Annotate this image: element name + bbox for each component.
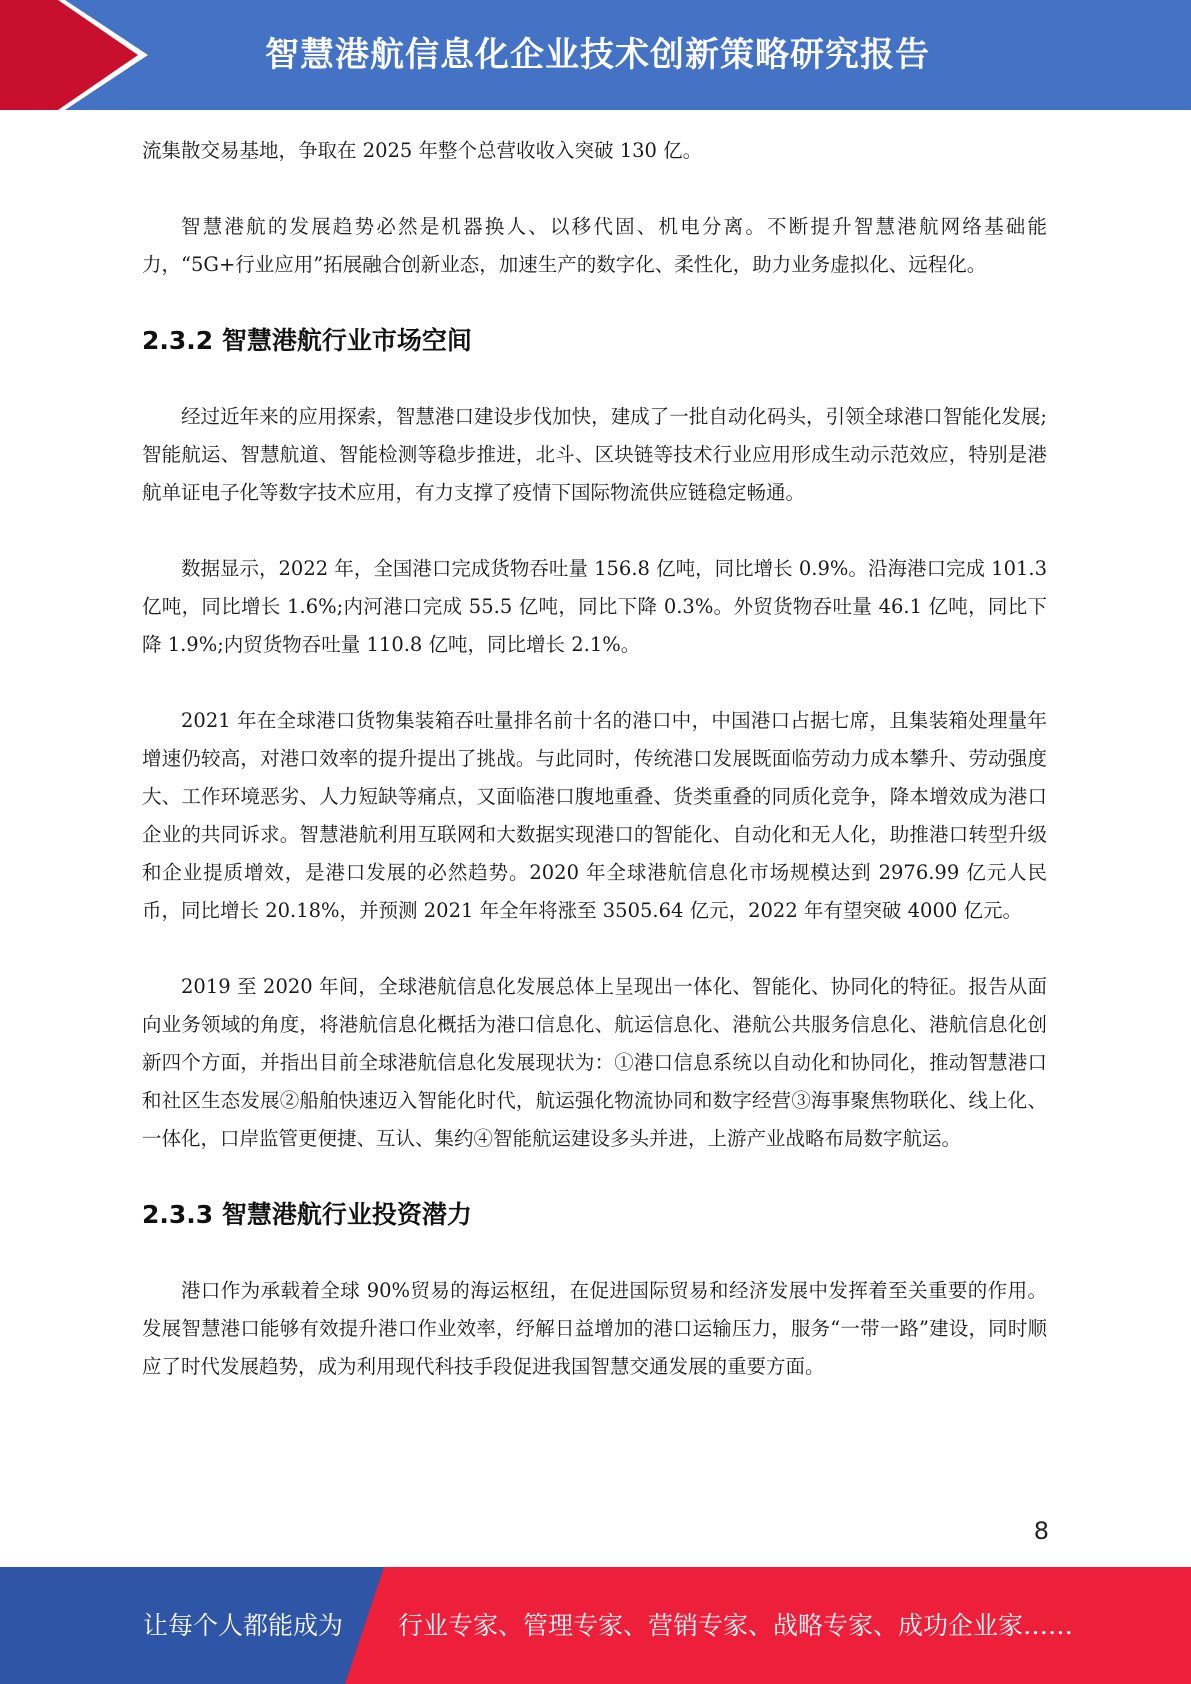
paragraph-trend: 智慧港航的发展趋势必然是机器换人、以移代固、机电分离。不断提升智慧港航网络基础能力，“5G+行业应用”拓展融合创新业态，加速生产的数字化、柔性化，助力业务虚拟化、远程化。	[142, 215, 1047, 276]
footer-slogan-left: 让每个人都能成为	[143, 1611, 344, 1640]
page-header	[0, 0, 1191, 110]
page-footer	[0, 1567, 1191, 1684]
section-heading-2-3-3: 2.3.3 智慧港航行业投资潜力	[142, 1200, 472, 1229]
paragraph-throughput-data: 数据显示，2022 年，全国港口完成货物吞吐量 156.8 亿吨，同比增长 0.9%。沿海港口完成 101.3 亿吨，同比增长 1.6%;内河港口完成 55.5 亿吨，同比下降 0.3%。外贸货物吞吐量 46.1 亿吨，同比下降 1.9%;内贸货物吞吐量 110.8 亿吨，同比增长 2.1%。	[142, 557, 1047, 656]
page-content	[142, 132, 1047, 1386]
paragraph-intro: 流集散交易基地，争取在 2025 年整个总营收收入突破 130 亿。	[142, 139, 703, 162]
paragraph-application-explore: 经过近年来的应用探索，智慧港口建设步伐加快，建成了一批自动化码头，引领全球港口智能化发展;智能航运、智慧航道、智能检测等稳步推进，北斗、区块链等技术行业应用形成生动示范效应，特别是港航单证电子化等数字技术应用，有力支撑了疫情下国际物流供应链稳定畅通。	[142, 405, 1047, 504]
paragraph-informatization-2019-2020: 2019 至 2020 年间，全球港航信息化发展总体上呈现出一体化、智能化、协同化的特征。报告从面向业务领域的角度，将港航信息化概括为港口信息化、航运信息化、港航公共服务信息化、港航信息化创新四个方面，并指出目前全球港航信息化发展现状为：①港口信息系统以自动化和协同化，推动智慧港口和社区生态发展②船舶快速迈入智能化时代，航运强化物流协同和数字经营③海事聚焦物联化、线上化、一体化，口岸监管更便捷、互认、集约④智能航运建设多头并进，上游产业战略布局数字航运。	[142, 975, 1047, 1150]
paragraph-port-trade: 港口作为承载着全球 90%贸易的海运枢纽，在促进国际贸易和经济发展中发挥着至关重要的作用。发展智慧港口能够有效提升港口作业效率，纾解日益增加的港口运输压力，服务“一带一路”建设，同时顺应了时代发展趋势，成为利用现代科技手段促进我国智慧交通发展的重要方面。	[142, 1279, 1047, 1378]
footer-slogan-right: 行业专家、管理专家、营销专家、战略专家、成功企业家……	[398, 1611, 1074, 1640]
report-title: 智慧港航信息化企业技术创新策略研究报告	[265, 35, 930, 75]
section-heading-2-3-2: 2.3.2 智慧港航行业市场空间	[142, 326, 472, 355]
paragraph-global-ports-2021: 2021 年在全球港口货物集装箱吞吐量排名前十名的港口中，中国港口占据七席，且集装箱处理量年增速仍较高，对港口效率的提升提出了挑战。与此同时，传统港口发展既面临劳动力成本攀升、劳动强度大、工作环境恶劣、人力短缺等痛点，又面临港口腹地重叠、货类重叠的同质化竞争，降本增效成为港口企业的共同诉求。智慧港航利用互联网和大数据实现港口的智能化、自动化和无人化，助推港口转型升级和企业提质增效，是港口发展的必然趋势。2020 年全球港航信息化市场规模达到 2976.99 亿元人民币，同比增长 20.18%，并预测 2021 年全年将涨至 3505.64 亿元，2022 年有望突破 4000 亿元。	[142, 709, 1047, 922]
page-number: 8	[1033, 1517, 1049, 1545]
